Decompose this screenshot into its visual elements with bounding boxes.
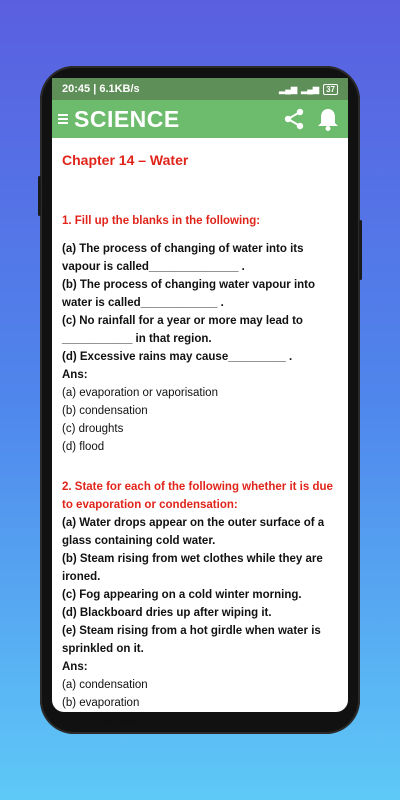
answer-line: (b) evaporation: [62, 697, 140, 709]
question-line: water is called____________ .: [62, 297, 224, 309]
answer-line: (a) evaporation or vaporisation: [62, 387, 218, 399]
question-heading: to evaporation or condensation:: [62, 499, 238, 511]
question-line: (c) No rainfall for a year or more may lead to: [62, 315, 303, 327]
chapter-title: Chapter 14 – Water: [62, 152, 189, 168]
question-line: (c) Fog appearing on a cold winter morning.: [62, 589, 302, 601]
status-icons: [279, 84, 338, 95]
content-area: [52, 138, 348, 730]
answer-line: (b) condensation: [62, 405, 148, 417]
question-line: ironed.: [62, 571, 101, 583]
question-heading: 2. State for each of the following whether it is due: [62, 481, 333, 493]
app-title: SCIENCE: [74, 105, 180, 132]
question-line: sprinkled on it.: [62, 643, 144, 655]
signal-icon: ▂▄▆: [301, 84, 320, 94]
question-line: (b) Steam rising from wet clothes while they are: [62, 553, 323, 565]
question-line: ___________ in that region.: [62, 333, 212, 345]
question-line: (b) The process of changing water vapour into: [62, 279, 316, 291]
app-screen: [52, 78, 348, 727]
question-line: vapour is called______________ .: [62, 261, 245, 273]
question-line: (a) Water drops appear on the outer surface of a: [62, 517, 325, 529]
answer-label: Ans:: [62, 661, 88, 673]
menu-icon[interactable]: [58, 114, 68, 124]
question-line: (a) The process of changing of water into its: [62, 243, 304, 255]
battery-icon: 37: [323, 84, 338, 95]
status-bar: [52, 78, 348, 100]
notification-bell-icon[interactable]: [314, 105, 342, 133]
status-time: 20:45 | 6.1KB/s: [62, 83, 140, 95]
phone-side-button: [38, 176, 41, 216]
signal-icon: ▂▄▆: [279, 84, 298, 94]
share-icon[interactable]: [280, 105, 308, 133]
answer-line: (a) condensation: [62, 679, 148, 691]
question-line: (e) Steam rising from a hot girdle when water is: [62, 625, 321, 637]
answer-line: (d) flood: [62, 441, 105, 453]
phone-side-button: [359, 220, 362, 280]
question-line: glass containing cold water.: [62, 535, 216, 547]
question-heading: 1. Fill up the blanks in the following:: [62, 215, 261, 227]
answer-line: (c) condensation: [62, 715, 148, 727]
question-line: (d) Excessive rains may cause_________ .: [62, 351, 293, 363]
answer-line: (c) droughts: [62, 423, 124, 435]
app-bar: [52, 100, 348, 138]
question-line: (d) Blackboard dries up after wiping it.: [62, 607, 272, 619]
answer-label: Ans:: [62, 369, 88, 381]
